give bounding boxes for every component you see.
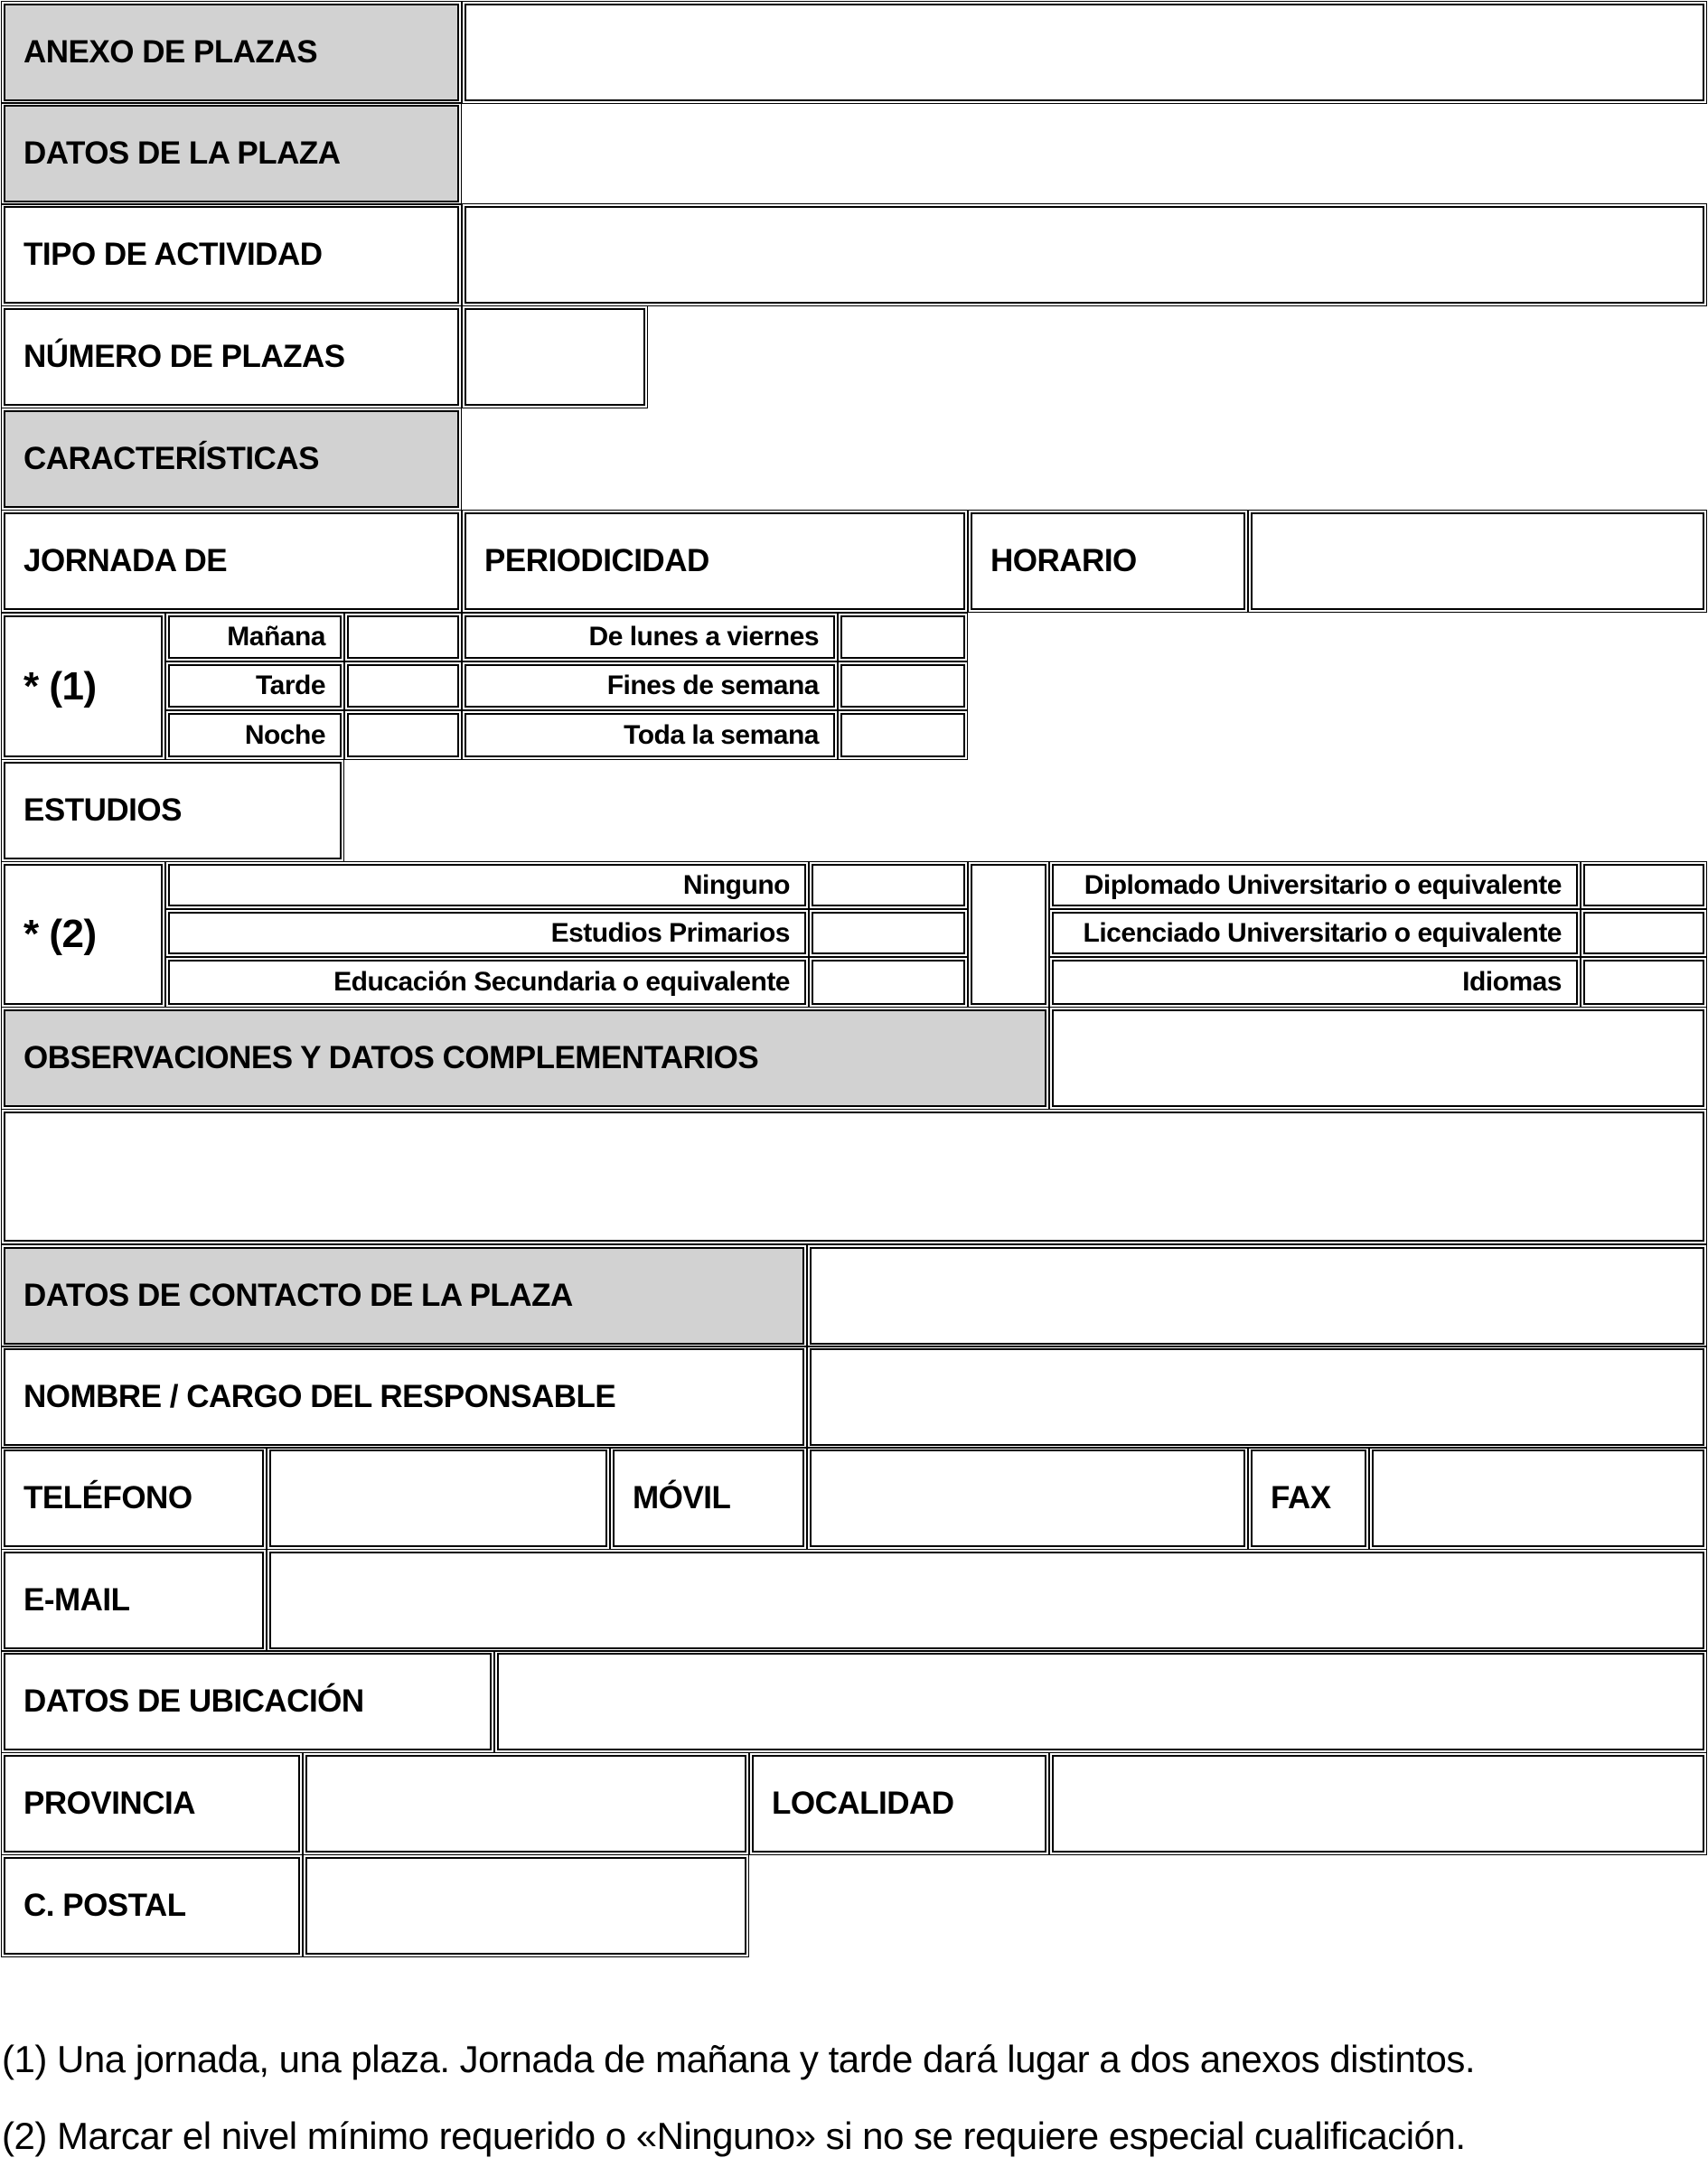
ubicacion-label: DATOS DE UBICACIÓN xyxy=(23,1684,364,1719)
estudios-option-label: Estudios Primarios xyxy=(550,917,790,948)
telefono-label: TELÉFONO xyxy=(23,1480,192,1515)
jornada-option-label: Tarde xyxy=(256,671,325,700)
periodicidad-option-checkbox[interactable] xyxy=(840,664,965,708)
estudios-option-checkbox[interactable] xyxy=(812,960,965,1005)
datos-plaza-label: DATOS DE LA PLAZA xyxy=(23,136,341,171)
periodicidad-option-label: Toda la semana xyxy=(624,719,819,750)
jornada-option-checkbox[interactable] xyxy=(347,664,459,708)
jornada-option-label: Mañana xyxy=(227,622,325,652)
estudios-option-label: Idiomas xyxy=(1462,967,1562,997)
postal-label: C. POSTAL xyxy=(23,1888,186,1923)
estudios-option-label: Educación Secundaria o equivalente xyxy=(333,967,790,997)
localidad-label: LOCALIDAD xyxy=(772,1786,954,1821)
anexo-field[interactable] xyxy=(465,4,1704,101)
caracteristicas-label: CARACTERÍSTICAS xyxy=(23,441,319,476)
estudios-option-label: Licenciado Universitario o equivalente xyxy=(1083,917,1562,948)
footnote-1: (1) Una jornada, una plaza. Jornada de mañana y tarde dará lugar a dos anexos distintos. xyxy=(2,2038,1476,2080)
footnote-2: (2) Marcar el nivel mínimo requerido o «Ninguno» si no se requiere especial cualificación. xyxy=(2,2115,1466,2157)
responsable-field[interactable] xyxy=(810,1348,1704,1446)
horario-label: HORARIO xyxy=(990,543,1137,578)
postal-field[interactable] xyxy=(305,1857,746,1955)
estudios-option-label: Ninguno xyxy=(682,869,790,900)
estudios-label: ESTUDIOS xyxy=(23,793,182,828)
marker-1: * (1) xyxy=(23,663,97,708)
email-label: E-MAIL xyxy=(23,1582,130,1618)
estudios-option-checkbox[interactable] xyxy=(1583,864,1704,906)
periodicidad-label: PERIODICIDAD xyxy=(484,543,709,578)
telefono-field[interactable] xyxy=(269,1449,607,1547)
email-field[interactable] xyxy=(269,1552,1704,1649)
periodicidad-option-checkbox[interactable] xyxy=(840,713,965,757)
numero-plazas-label: NÚMERO DE PLAZAS xyxy=(23,339,345,374)
jornada-option-checkbox[interactable] xyxy=(347,713,459,757)
fax-label: FAX xyxy=(1271,1480,1331,1515)
horario-field[interactable] xyxy=(1251,512,1704,610)
estudios-option-label: Diplomado Universitario o equivalente xyxy=(1084,869,1562,900)
tipo-actividad-field[interactable] xyxy=(465,206,1704,304)
provincia-label: PROVINCIA xyxy=(23,1786,195,1821)
jornada-option-checkbox[interactable] xyxy=(347,615,459,659)
ubicacion-field[interactable] xyxy=(497,1653,1704,1750)
periodicidad-option-label: Fines de semana xyxy=(606,671,819,700)
estudios-option-checkbox[interactable] xyxy=(812,912,965,954)
estudios-spacer-cell xyxy=(971,864,1046,1005)
localidad-field[interactable] xyxy=(1052,1755,1704,1853)
jornada-option-label: Noche xyxy=(244,719,325,750)
jornada-label: JORNADA DE xyxy=(23,543,228,578)
responsable-label: NOMBRE / CARGO DEL RESPONSABLE xyxy=(23,1379,616,1414)
contacto-label: DATOS DE CONTACTO DE LA PLAZA xyxy=(23,1278,573,1313)
contacto-field[interactable] xyxy=(810,1247,1704,1345)
periodicidad-option-checkbox[interactable] xyxy=(840,615,965,659)
provincia-field[interactable] xyxy=(305,1755,746,1853)
estudios-option-checkbox[interactable] xyxy=(1583,960,1704,1005)
estudios-option-checkbox[interactable] xyxy=(812,864,965,906)
observaciones-field[interactable] xyxy=(4,1112,1704,1242)
movil-field[interactable] xyxy=(810,1449,1245,1547)
tipo-actividad-label: TIPO DE ACTIVIDAD xyxy=(23,237,323,272)
fax-field[interactable] xyxy=(1372,1449,1704,1547)
movil-label: MÓVIL xyxy=(633,1480,731,1515)
marker-2: * (2) xyxy=(23,912,97,956)
periodicidad-option-label: De lunes a viernes xyxy=(588,622,819,652)
observaciones-label: OBSERVACIONES Y DATOS COMPLEMENTARIOS xyxy=(23,1040,759,1075)
estudios-option-checkbox[interactable] xyxy=(1583,912,1704,954)
anexo-label: ANEXO DE PLAZAS xyxy=(23,34,318,70)
numero-plazas-field[interactable] xyxy=(465,308,645,406)
observaciones-side-field[interactable] xyxy=(1052,1009,1704,1107)
